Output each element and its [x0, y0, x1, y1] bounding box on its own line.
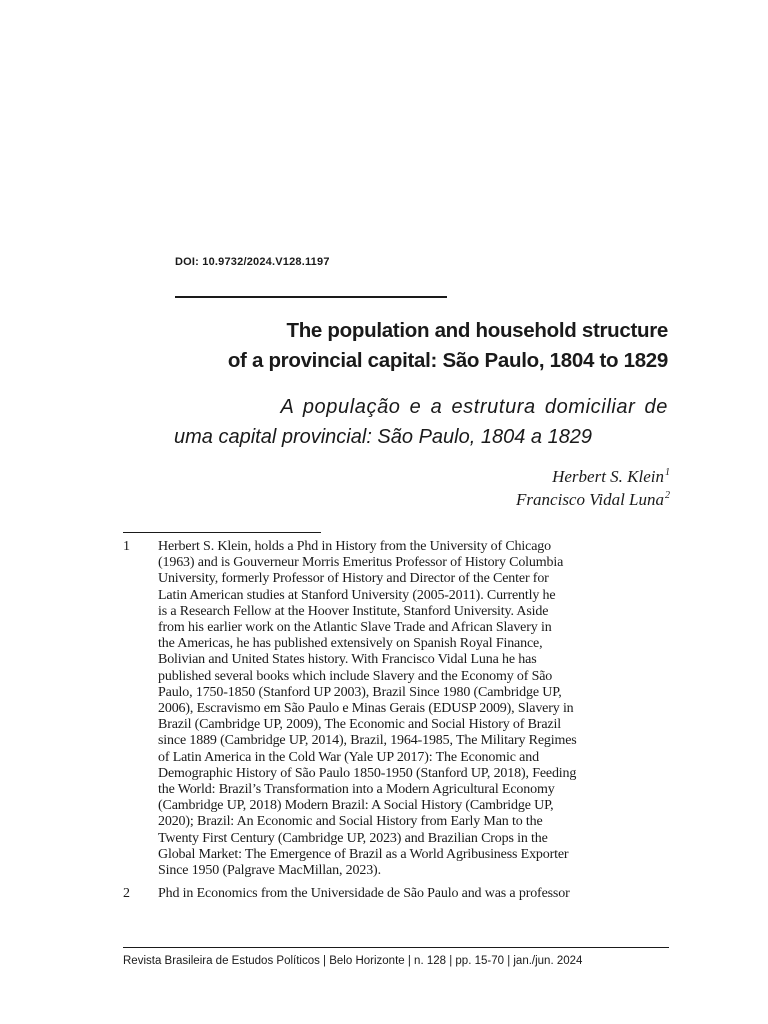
footnote-ref[interactable]: 2 — [665, 490, 670, 502]
footnote-number: 1 — [123, 539, 130, 554]
footnote-line: since 1889 (Cambridge UP, 2014), Brazil, 1964-1985, The Military Regimes — [158, 733, 577, 749]
author-name: Herbert S. Klein — [552, 467, 664, 486]
footnote-line: the Americas, he has published extensively on Spanish Royal Finance, — [158, 636, 543, 652]
footnote-text — [158, 539, 669, 879]
footnotes — [123, 539, 669, 909]
running-footer: Revista Brasileira de Estudos Políticos | Belo Horizonte | n. 128 | pp. 15-70 | jan./jun. 2024 — [123, 955, 583, 967]
footnote-line: (1963) and is Gouverneur Morris Emeritus Professor of History Columbia — [158, 555, 564, 571]
footnote-line: published several books which include Slavery and the Economy of São — [158, 668, 553, 684]
footnote-line: Since 1950 (Palgrave MacMillan, 2023). — [158, 863, 381, 879]
footnote-ref[interactable]: 1 — [665, 467, 670, 479]
footnote — [123, 539, 669, 879]
doi-label: DOI: 10.9732/2024.V128.1197 — [175, 256, 330, 268]
footnote — [123, 886, 669, 902]
footnote-line: the World: Brazil’s Transformation into a Modern Agricultural Economy — [158, 782, 555, 798]
author-name: Francisco Vidal Luna — [516, 490, 664, 509]
article-title — [170, 316, 668, 376]
footnote-line: is a Research Fellow at the Hoover Institute, Stanford University. Aside — [158, 603, 549, 619]
footnote-line: Paulo, 1750-1850 (Stanford UP 2003), Brazil Since 1980 (Cambridge UP, — [158, 684, 562, 700]
footnote-line: Global Market: The Emergence of Brazil as a World Agribusiness Exporter — [158, 846, 569, 862]
article-subtitle — [170, 392, 668, 452]
footnote-line: Demographic History of São Paulo 1850-1950 (Stanford UP, 2018), Feeding — [158, 765, 577, 781]
article-title-line: The population and household structure — [286, 319, 668, 342]
footnote-line: from his earlier work on the Atlantic Slave Trade and African Slavery in — [158, 620, 552, 636]
author — [300, 488, 670, 511]
footnote-line: Herbert S. Klein, holds a Phd in History from the University of Chicago — [158, 539, 551, 554]
author-list — [300, 465, 670, 511]
article-subtitle-line: uma capital provincial: São Paulo, 1804 a 1829 — [174, 426, 593, 448]
footnote-line: Brazil (Cambridge UP, 2009), The Economic and Social History of Brazil — [158, 717, 561, 733]
footer-divider — [123, 947, 669, 948]
article-title-line: of a provincial capital: São Paulo, 1804 to 1829 — [227, 349, 668, 372]
footnote-line: Bolivian and United States history. With Francisco Vidal Luna he has — [158, 652, 537, 668]
author — [300, 465, 670, 488]
article-subtitle-line: A população e a estrutura domiciliar de — [280, 396, 668, 418]
footnote-line: Phd in Economics from the Universidade de São Paulo and was a professor — [158, 886, 570, 902]
footnote-line: Latin American studies at Stanford University (2005-2011). Currently he — [158, 587, 556, 603]
footnote-line: of Latin America in the Cold War (Yale UP 2017): The Economic and — [158, 749, 539, 765]
footnote-number: 2 — [123, 886, 130, 902]
title-divider — [175, 296, 447, 298]
footnote-divider — [123, 532, 321, 533]
footnote-line: (Cambridge UP, 2018) Modern Brazil: A Social History (Cambridge UP, — [158, 798, 554, 814]
footnote-text — [158, 886, 669, 902]
footnote-line: 2020); Brazil: An Economic and Social History from Early Man to the — [158, 814, 543, 830]
footnote-line: 2006), Escravismo em São Paulo e Minas Gerais (EDUSP 2009), Slavery in — [158, 701, 574, 717]
footnote-line: Twenty First Century (Cambridge UP, 2023) and Brazilian Crops in the — [158, 830, 548, 846]
footnote-line: University, formerly Professor of History and Director of the Center for — [158, 571, 549, 587]
